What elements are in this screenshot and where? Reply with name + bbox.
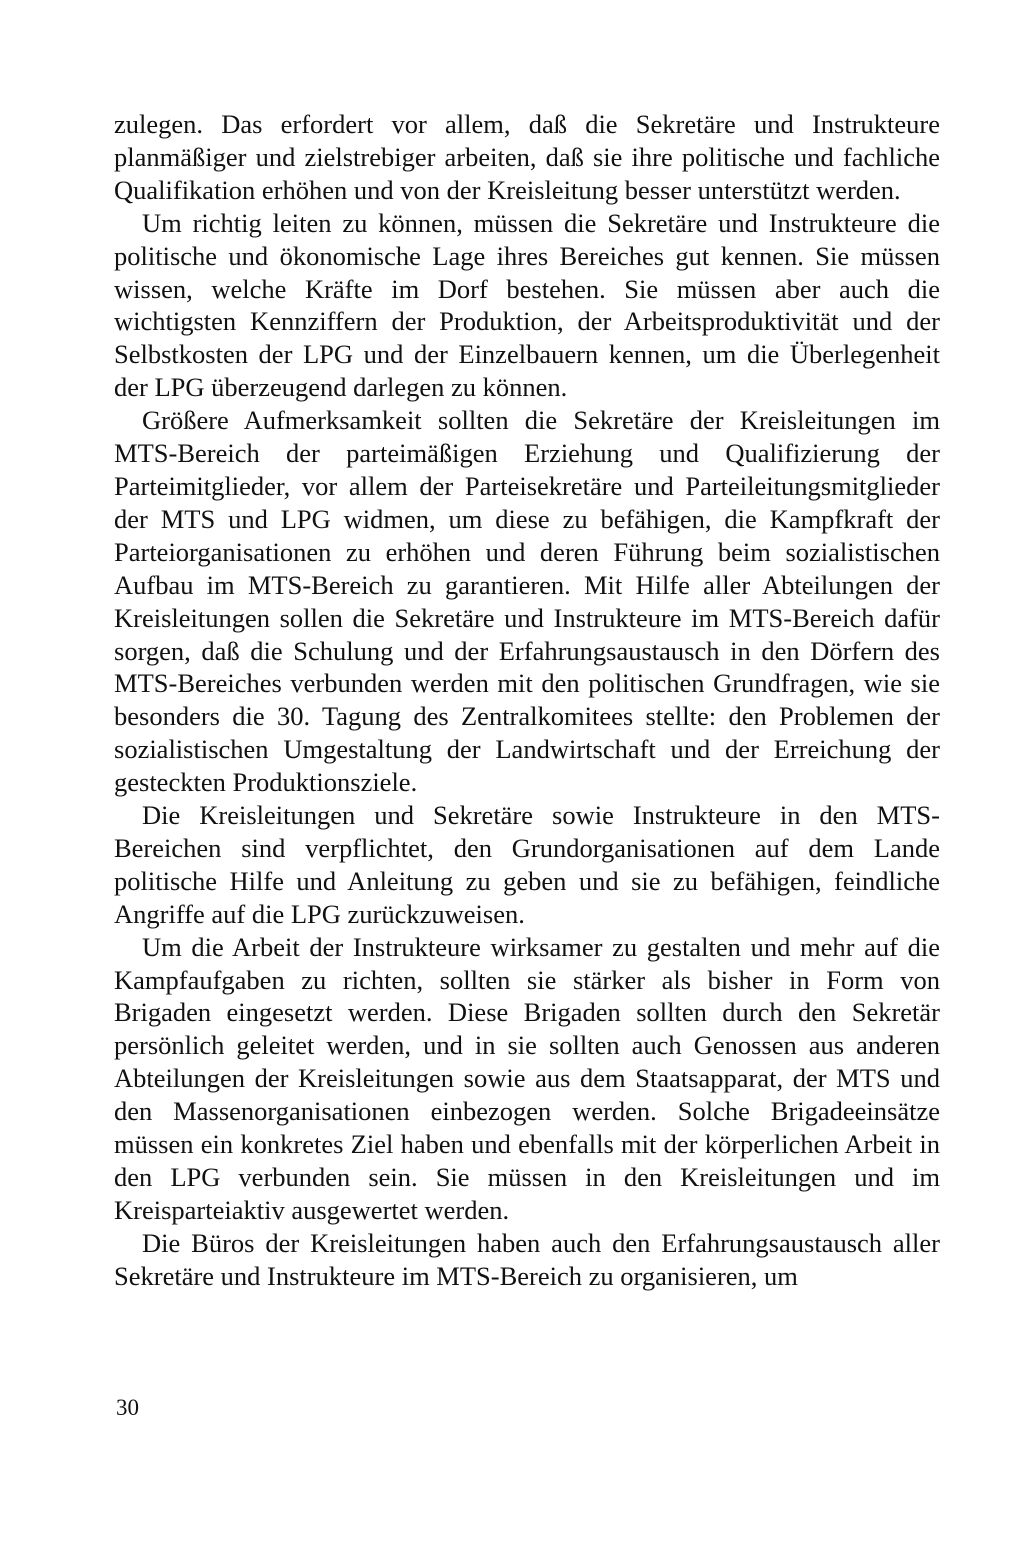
paragraph-6: Die Büros der Kreisleitungen haben auch den Erfahrungsaustausch aller Sekretäre und Instrukteure im MTS-Bereich zu organisieren, um (114, 1227, 940, 1291)
page-number: 30 (116, 1395, 139, 1420)
body-text (114, 108, 940, 1293)
paragraph-3: Größere Aufmerksamkeit sollten die Sekretäre der Kreisleitungen im MTS-Bereich der parteimäßigen Erziehung und Qualifizierung der Parteimitglieder, vor allem der Parteisekretäre und Parteileitungsmitglieder der MTS und LPG widmen, um diese zu befähigen, die Kampfkraft der Parteiorganisationen zu erhöhen und deren Führung beim sozialistischen Aufbau im MTS-Bereich zu garantieren. Mit Hilfe aller Abteilungen der Kreisleitungen sollen die Sekretäre und Instrukteure im MTS-Bereich dafür sorgen, daß die Schulung und der Erfahrungsaustausch in den Dörfern des MTS-Bereiches verbunden werden mit den politischen Grundfragen, wie sie besonders die 30. Tagung des Zentralkomitees stellte: den Problemen der sozialistischen Umgestaltung der Landwirtschaft und der Erreichung der gesteckten Produktionsziele. (114, 405, 940, 798)
paragraph-4: Die Kreisleitungen und Sekretäre sowie Instrukteure in den MTS-Bereichen sind verpflichtet, den Grundorganisationen auf dem Lande politische Hilfe und Anleitung zu geben und sie zu befähigen, feindliche Angriffe auf die LPG zurückzuweisen. (114, 800, 940, 929)
paragraph-5: Um die Arbeit der Instrukteure wirksamer zu gestalten und mehr auf die Kampfaufgaben zu richten, sollten sie stärker als bisher in Form von Brigaden eingesetzt werden. Diese Brigaden sollten durch den Sekretär persönlich geleitet werden, und in sie sollten auch Genossen aus anderen Abteilungen der Kreisleitungen sowie aus dem Staatsapparat, der MTS und den Massenorganisationen einbezogen werden. Solche Brigadeeinsätze müssen ein konkretes Ziel haben und ebenfalls mit der körperlichen Arbeit in den LPG verbunden sein. Sie müssen in den Kreisleitungen und im Kreisparteiaktiv ausgewertet werden. (114, 931, 940, 1225)
paragraph-2: Um richtig leiten zu können, müssen die Sekretäre und Instrukteure die politische und ökonomische Lage ihres Bereiches gut kennen. Sie müssen wissen, welche Kräfte im Dorf bestehen. Sie müssen aber auch die wichtigsten Kennziffern der Produktion, der Arbeitsproduktivität und der Selbstkosten der LPG und der Einzelbauern kennen, um die Überlegenheit der LPG überzeugend darlegen zu können. (114, 207, 940, 403)
paragraph-1: zulegen. Das erfordert vor allem, daß die Sekretäre und Instrukteure planmäßiger und zielstrebiger arbeiten, daß sie ihre politische und fachliche Qualifikation erhöhen und von der Kreisleitung besser unterstützt werden. (114, 109, 940, 205)
